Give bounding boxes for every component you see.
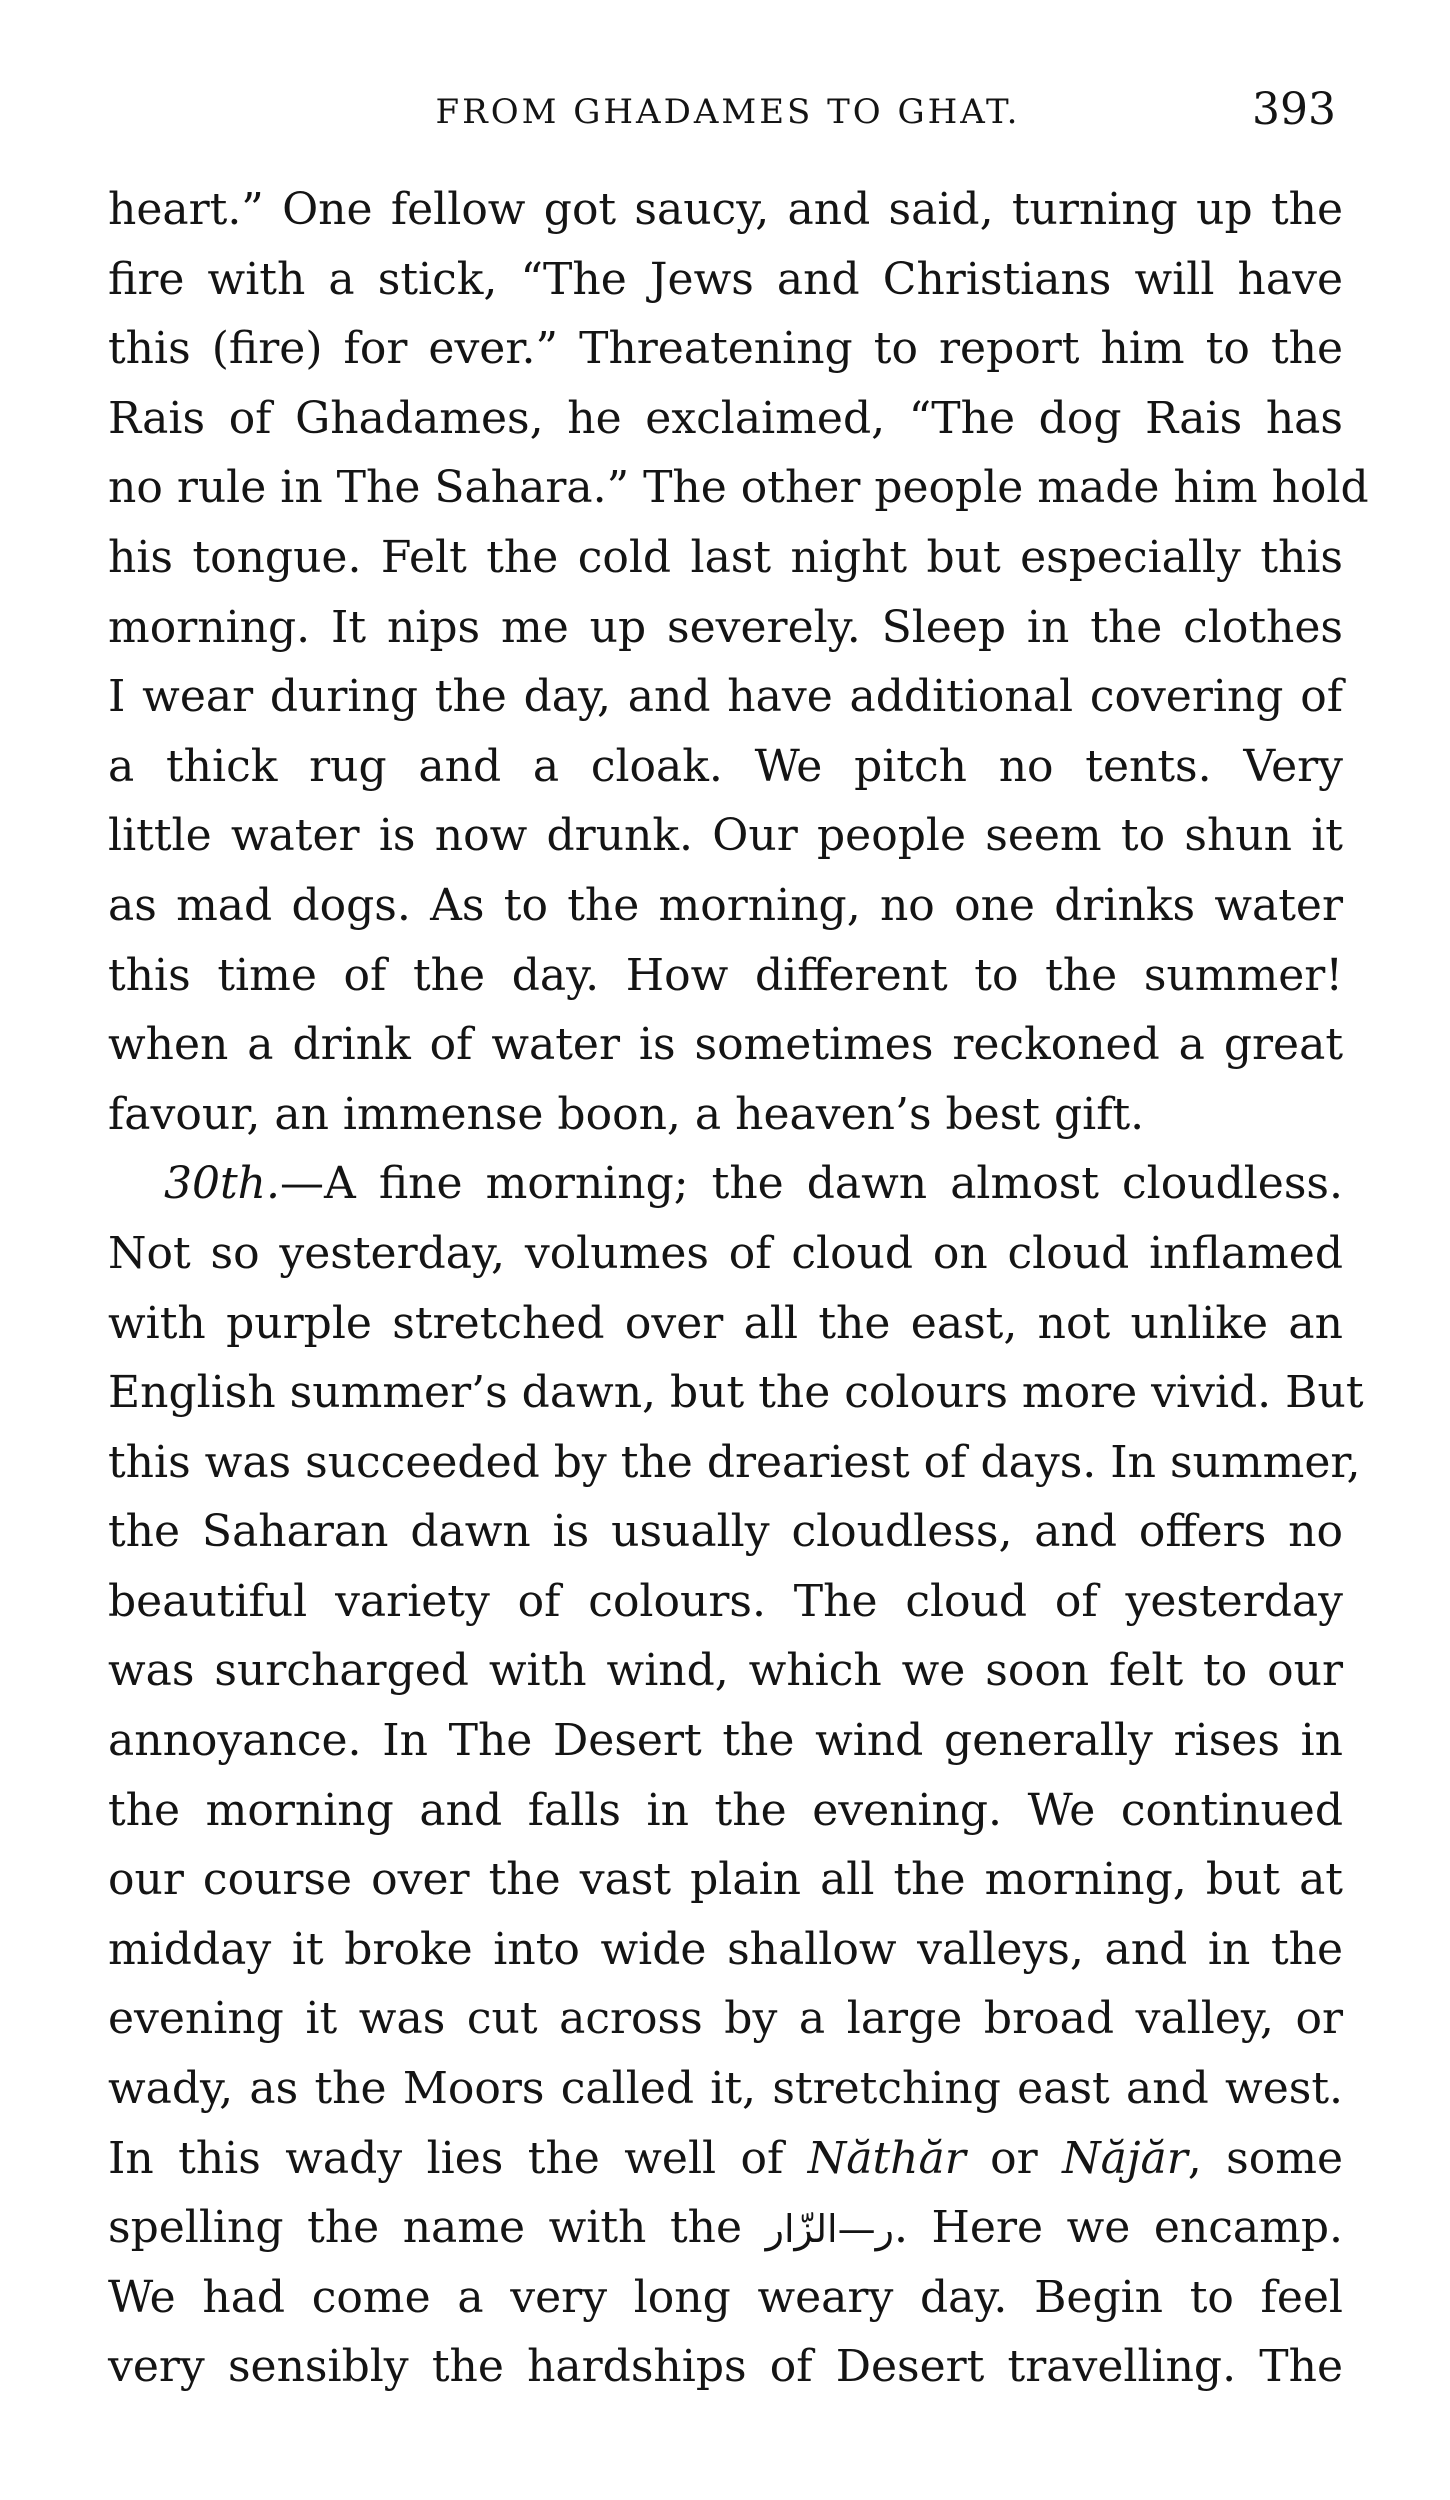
text-line: English summer’s dawn, but the colours more vivid. But <box>108 1367 1364 1419</box>
running-title: FROM GHADAMES TO GHAT. <box>435 92 1021 132</box>
text-line: favour, an immense boon, a heaven’s best gift. <box>108 1088 1145 1140</box>
running-header <box>108 84 1348 144</box>
text-line: a thick rug and a cloak. We pitch no tents. Very <box>108 740 1343 792</box>
paragraph-2 <box>108 1149 1364 2402</box>
text-line: fire with a stick, “The Jews and Christians will have <box>108 253 1343 305</box>
text-line: midday it broke into wide shallow valleys, and in the <box>108 1923 1343 1975</box>
text-line: this was succeeded by the dreariest of days. In summer, <box>108 1436 1361 1488</box>
text-line: no rule in The Sahara.” The other people made him hold <box>108 462 1369 514</box>
diary-date: 30th. <box>164 1158 280 1210</box>
text-line: heart.” One fellow got saucy, and said, turning up the <box>108 184 1343 235</box>
text-line: the morning and falls in the evening. We continued <box>108 1784 1343 1836</box>
text-line: morning. It nips me up severely. Sleep in the clothes <box>108 601 1343 653</box>
text-line-spelling <box>108 2193 1343 2263</box>
page-number: 393 <box>1252 84 1336 135</box>
text-line-well <box>108 2124 1343 2194</box>
text-line: Not so yesterday, volumes of cloud on cloud inflamed <box>108 1227 1343 1279</box>
text-line: our course over the vast plain all the morning, but at <box>108 1854 1343 1906</box>
text-line: was surcharged with wind, which we soon felt to our <box>108 1645 1343 1697</box>
text-line: evening it was cut across by a large broad valley, or <box>108 1993 1343 2045</box>
text-segment: In this wady lies the well of <box>108 2132 808 2184</box>
well-name-najar: Năjăr <box>1062 2132 1188 2184</box>
text-line: annoyance. In The Desert the wind generally rises in <box>108 1715 1343 1767</box>
paragraph-1 <box>108 175 1369 1149</box>
text-segment: spelling the name with the <box>108 2202 766 2254</box>
text-segment: or <box>965 2132 1063 2184</box>
text-line: this (fire) for ever.” Threatening to report him to the <box>108 323 1343 375</box>
text-line: little water is now drunk. Our people seem to shun it <box>108 810 1343 862</box>
text-line: with purple stretched over all the east, not unlike an <box>108 1297 1343 1349</box>
text-line: beautiful variety of colours. The cloud of yesterday <box>108 1575 1343 1627</box>
text-line: I wear during the day, and have additional covering of <box>108 671 1343 723</box>
text-line: wady, as the Moors called it, stretching east and west. <box>108 2063 1343 2115</box>
text-line: We had come a very long weary day. Begin to feel <box>108 2271 1343 2323</box>
arabic-word: ر—الزّار <box>765 2207 894 2252</box>
text-line: the Saharan dawn is usually cloudless, and offers no <box>108 1506 1343 1558</box>
text-segment: . Here we encamp. <box>893 2202 1343 2254</box>
text-line: as mad dogs. As to the morning, no one drinks water <box>108 879 1343 931</box>
text-line: very sensibly the hardships of Desert travelling. The <box>108 2341 1343 2393</box>
text-segment: , some <box>1187 2132 1344 2184</box>
text-line-rest: —A fine morning; the dawn almost cloudless. <box>280 1158 1343 1210</box>
body-text <box>108 175 1369 2402</box>
well-name-nathar: Năthăr <box>807 2132 966 2184</box>
text-line: his tongue. Felt the cold last night but especially this <box>108 531 1343 583</box>
text-line: Rais of Ghadames, he exclaimed, “The dog Rais has <box>108 392 1343 444</box>
text-line-date <box>108 1149 1343 1219</box>
text-line: when a drink of water is sometimes reckoned a great <box>108 1019 1343 1071</box>
text-line: this time of the day. How different to the summer! <box>108 949 1343 1001</box>
